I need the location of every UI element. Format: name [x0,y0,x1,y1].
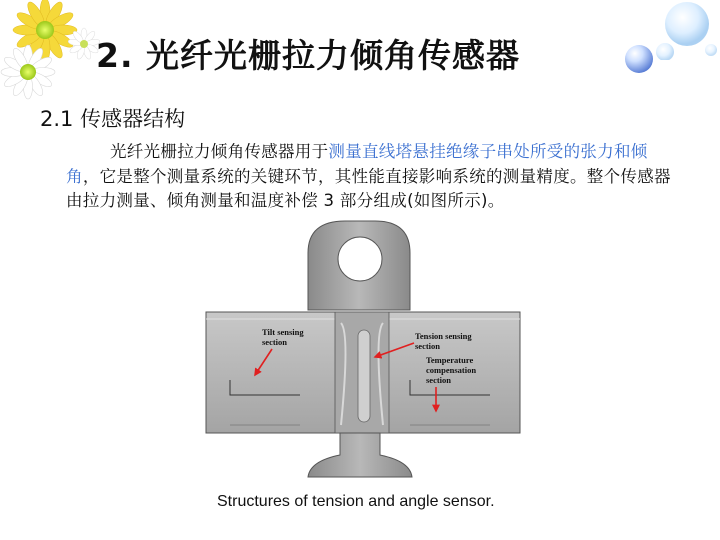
orb-icon [625,45,653,73]
label-tension-2: section [415,341,441,351]
label-temp-1: Temperature [426,355,474,365]
label-tension-1: Tension sensing [415,331,472,341]
slide-title: 2. 光纤光栅拉力倾角传感器 [96,36,520,75]
label-tilt-1: Tilt sensing [262,327,304,337]
flower-decoration [0,0,110,120]
paragraph-text-1: 光纤光栅拉力倾角传感器用于 [110,142,329,161]
figure-caption: Structures of tension and angle sensor. [217,493,495,510]
body-paragraph [66,140,678,214]
sensor-structure-figure [200,215,540,490]
label-temp-3: section [426,375,452,385]
bottom-foot [308,433,412,477]
bubble-decoration [645,0,720,60]
label-temp-2: compensation [426,365,477,375]
paragraph-text-2: ，它是整个测量系统的关键环节，其性能直接影响系统的测量精度。整个传感器由拉力测量、倾角测量和温度补偿 3 部分组成(如图所示)。 [66,166,671,210]
label-tilt-2: section [262,337,288,347]
mounting-hole [338,237,382,281]
paragraph-highlight: 测量直线塔悬挂绝缘子串处所受的张力和倾角 [66,142,648,186]
section-heading: 2.1 传感器结构 [40,107,186,131]
